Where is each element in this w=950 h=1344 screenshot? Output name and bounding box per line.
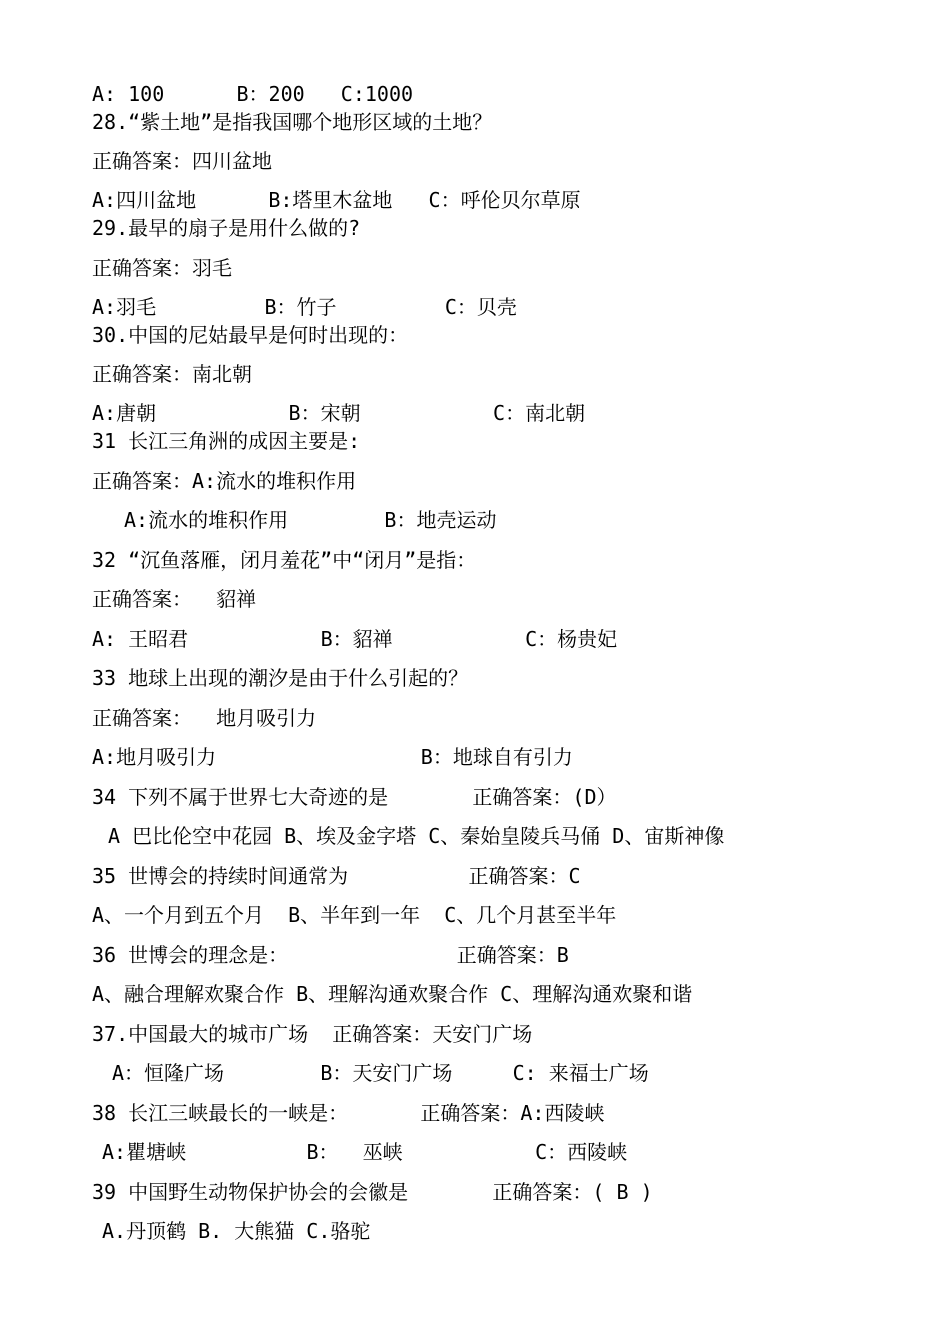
q28-question: 28.“紫土地”是指我国哪个地形区域的土地？ [92,110,493,134]
q39-options: A.丹顶鹤 B. 大熊猫 C.骆驼 [102,1219,371,1243]
q29-answer: 正确答案：羽毛 [92,256,232,280]
q29-options: A:羽毛 B：竹子 C：贝壳 [92,295,517,319]
q33-answer: 正确答案： 地月吸引力 [92,706,317,730]
q34-options: A 巴比伦空中花园 B、埃及金字塔 C、秦始皇陵兵马俑 D、宙斯神像 [108,824,725,848]
q31-options: A:流水的堆积作用 B：地壳运动 [124,508,497,532]
q36-options: A、融合理解欢聚合作 B、理解沟通欢聚合作 C、理解沟通欢聚和谐 [92,982,693,1006]
q36-question: 36 世博会的理念是： 正确答案：B [92,943,569,967]
q30-question: 30.中国的尼姑最早是何时出现的： [92,323,409,347]
q33-options: A:地月吸引力 B：地球自有引力 [92,745,573,769]
q31-answer: 正确答案：A:流水的堆积作用 [92,469,357,493]
q28-options: A:四川盆地 B:塔里木盆地 C：呼伦贝尔草原 [92,188,581,212]
q34-question: 34 下列不属于世界七大奇迹的是 正确答案：(D） [92,785,617,809]
q30-options: A:唐朝 B：宋朝 C：南北朝 [92,401,586,425]
q27-options: A: 100 B：200 C:1000 [92,82,414,106]
q28-answer: 正确答案：四川盆地 [92,149,272,173]
q32-answer: 正确答案： 貂禅 [92,587,257,611]
q39-question: 39 中国野生动物保护协会的会徽是 正确答案：( B ) [92,1180,653,1204]
q37-options: A：恒隆广场 B：天安门广场 C: 来福士广场 [112,1061,649,1085]
q38-options: A:瞿塘峡 B： 巫峡 C：西陵峡 [102,1140,628,1164]
q35-question: 35 世博会的持续时间通常为 正确答案：C [92,864,581,888]
q32-question: 32 “沉鱼落雁，闭月羞花”中“闭月”是指： [92,548,477,572]
q30-answer: 正确答案：南北朝 [92,362,252,386]
q37-question: 37.中国最大的城市广场 正确答案：天安门广场 [92,1022,533,1046]
q35-options: A、一个月到五个月 B、半年到一年 C、几个月甚至半年 [92,903,617,927]
q33-question: 33 地球上出现的潮汐是由于什么引起的？ [92,666,469,690]
q29-question: 29.最早的扇子是用什么做的? [92,216,361,240]
q32-options: A: 王昭君 B：貂禅 C：杨贵妃 [92,627,618,651]
q38-question: 38 长江三峡最长的一峡是： 正确答案：A:西陵峡 [92,1101,605,1125]
q31-question: 31 长江三角洲的成因主要是: [92,429,361,453]
